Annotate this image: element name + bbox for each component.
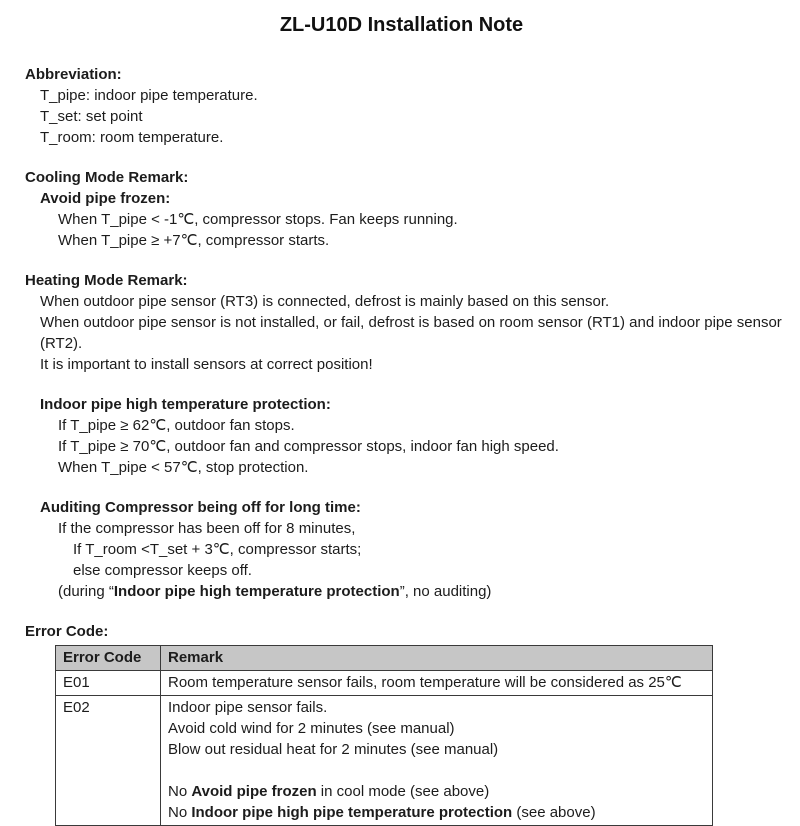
text-line: (RT2). (40, 335, 83, 352)
e02-line5-prefix: No (168, 783, 192, 800)
section-cooling-mode (25, 167, 778, 251)
error-code-table (55, 645, 713, 826)
text-line-mixed (58, 581, 778, 602)
table-cell-e01-code: E01 (56, 671, 161, 696)
e02-line6-suffix: (see above) (512, 804, 596, 821)
text-line: When outdoor pipe sensor is not installed, or fail, defrost is based on room sensor (RT1) and indoor pipe sensor (40, 314, 782, 331)
text-line: It is important to install sensors at correct position! (40, 356, 373, 373)
table-cell-e01-remark: Room temperature sensor fails, room temperature will be considered as 25℃ (161, 671, 713, 696)
e02-line5-suffix: in cool mode (see above) (316, 783, 490, 800)
text-line: If the compressor has been off for 8 minutes, (58, 520, 356, 537)
cooling-heading: Cooling Mode Remark: (25, 169, 189, 186)
text-line: If T_pipe ≥ 70℃, outdoor fan and compressor stops, indoor fan high speed. (58, 438, 559, 455)
text-line: When T_pipe < 57℃, stop protection. (58, 459, 309, 476)
section-auditing-compressor (25, 497, 778, 602)
text-line: Avoid cold wind for 2 minutes (see manual) (168, 720, 455, 737)
protection-heading: Indoor pipe high temperature protection: (40, 396, 331, 413)
abbreviation-heading: Abbreviation: (25, 66, 122, 83)
table-row-e01 (56, 671, 713, 696)
error-code-heading: Error Code: (25, 623, 109, 640)
table-cell-e02-code: E02 (56, 696, 161, 826)
section-heating-mode (25, 270, 782, 375)
text-line: When outdoor pipe sensor (RT3) is connected, defrost is mainly based on this sensor. (40, 293, 610, 310)
text-line: When T_pipe ≥ +7℃, compressor starts. (58, 232, 330, 249)
text-line-mixed (168, 781, 705, 802)
during-prefix: (during “ (58, 583, 114, 600)
e02-line5-bold-phrase: Avoid pipe frozen (191, 783, 317, 800)
text-line: Blow out residual heat for 2 minutes (see manual) (168, 741, 499, 758)
section-pipe-protection (25, 394, 778, 478)
blank-line (168, 760, 705, 781)
text-line: If T_pipe ≥ 62℃, outdoor fan stops. (58, 417, 295, 434)
heating-heading: Heating Mode Remark: (25, 272, 188, 289)
table-header-remark: Remark (161, 646, 713, 671)
section-error-code (25, 621, 778, 826)
text-line: If T_room <T_set + 3℃, compressor starts; (73, 541, 362, 558)
table-cell-e02-remark (161, 696, 713, 826)
e02-line6-prefix: No (168, 804, 192, 821)
cooling-subheading: Avoid pipe frozen: (40, 190, 171, 207)
table-header-row (56, 646, 713, 671)
text-line: When T_pipe < -1℃, compressor stops. Fan keeps running. (58, 211, 458, 228)
text-line: Indoor pipe sensor fails. (168, 699, 328, 716)
text-line: T_pipe: indoor pipe temperature. (40, 87, 258, 104)
during-bold-phrase: Indoor pipe high temperature protection (113, 583, 400, 600)
page-title: ZL-U10D Installation Note (279, 14, 524, 36)
section-abbreviation (25, 64, 778, 148)
during-suffix: ”, no auditing) (399, 583, 492, 600)
table-header-error-code: Error Code (56, 646, 161, 671)
text-line: T_set: set point (40, 108, 143, 125)
e02-line6-bold-phrase: Indoor pipe high pipe temperature protection (191, 804, 513, 821)
text-line-mixed (168, 802, 705, 823)
auditing-heading: Auditing Compressor being off for long time: (40, 499, 361, 516)
table-row-e02 (56, 696, 713, 826)
text-line: else compressor keeps off. (73, 562, 252, 579)
text-line: T_room: room temperature. (40, 129, 224, 146)
